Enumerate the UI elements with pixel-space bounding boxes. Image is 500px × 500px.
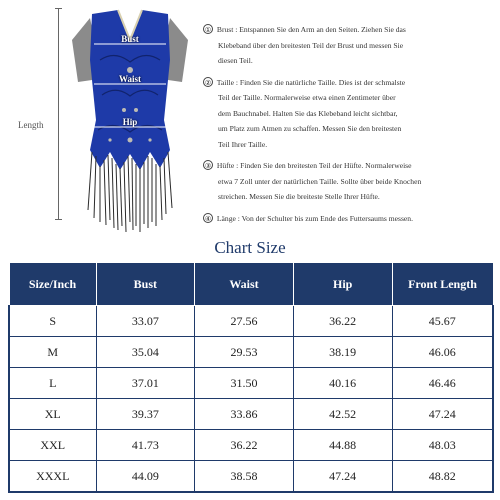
measurement-cell: 35.04: [96, 337, 195, 368]
table-header-row: [9, 263, 493, 306]
table-row: [9, 461, 493, 493]
chart-title: Chart Size: [214, 238, 286, 257]
table-row: [9, 368, 493, 399]
measurement-cell: 45.67: [392, 306, 493, 337]
measurement-cell: 31.50: [195, 368, 294, 399]
measurement-cell: 46.46: [392, 368, 493, 399]
measurement-cell: 42.52: [293, 399, 392, 430]
measurement-cell: 38.58: [195, 461, 294, 493]
column-header: Bust: [96, 263, 195, 306]
table-row: [9, 430, 493, 461]
size-cell: M: [9, 337, 96, 368]
measurement-cell: 46.06: [392, 337, 493, 368]
step-number: ②: [204, 78, 212, 87]
measurement-cell: 44.09: [96, 461, 195, 493]
table-row: [9, 337, 493, 368]
hip-label: Hip: [122, 117, 138, 127]
column-header: Size/Inch: [9, 263, 96, 306]
instruction-hip: ③ Hüfte : Finden Sie den breitesten Teil der Hüfte. Normalerweise etwa 7 Zoll unter der natürlichen Taille. Sollte über beide Knochen streichen. Messen Sie die breiteste Stelle Ihrer Hüfte.: [204, 161, 422, 201]
measurement-cell: 33.86: [195, 399, 294, 430]
column-header: Waist: [195, 263, 294, 306]
column-header: Front Length: [392, 263, 493, 306]
bust-label: Bust: [121, 34, 139, 44]
size-cell: XXXL: [9, 461, 96, 493]
step-number: ③: [204, 162, 212, 170]
size-chart-table: [8, 262, 494, 493]
size-cell: L: [9, 368, 96, 399]
instruction-length: ④ Länge : Von der Schulter bis zum Ende des Futtersaums messen.: [204, 213, 413, 223]
measurement-cell: 47.24: [392, 399, 493, 430]
measurement-cell: 33.07: [96, 306, 195, 337]
measurement-cell: 29.53: [195, 337, 294, 368]
waist-label: Waist: [118, 74, 141, 84]
dress-illustration: [70, 0, 190, 235]
measurement-cell: 40.16: [293, 368, 392, 399]
length-label: Length: [18, 120, 44, 130]
step-number: ①: [204, 26, 212, 34]
instruction-bust: ① Brust : Entspannen Sie den Arm an den Seiten. Ziehen Sie das Klebeband über den breitesten Teil der Brust und messen Sie diesen Teil.: [204, 25, 406, 65]
column-header: Hip: [293, 263, 392, 306]
instruction-waist: ② Taille : Finden Sie die natürliche Taille. Dies ist der schmalste Teil der Taille. Normalerweise etwa einen Zentimeter über dem Bauchnabel. Halten Sie das Klebeband leicht sichtbar, um Platz zum Atmen zu schaffen. Messen Sie den breitesten Teil Ihrer Taille.: [204, 77, 406, 149]
table-body: [9, 306, 493, 493]
measurement-cell: 39.37: [96, 399, 195, 430]
table-row: [9, 399, 493, 430]
measurement-cell: 36.22: [195, 430, 294, 461]
measurement-cell: 27.56: [195, 306, 294, 337]
length-indicator: [58, 8, 59, 220]
table-row: [9, 306, 493, 337]
size-cell: S: [9, 306, 96, 337]
measurement-cell: 48.82: [392, 461, 493, 493]
measurement-cell: 36.22: [293, 306, 392, 337]
measuring-instructions: [203, 22, 495, 232]
size-cell: XL: [9, 399, 96, 430]
measurement-cell: 41.73: [96, 430, 195, 461]
measurement-guide: [0, 0, 500, 235]
measurement-cell: 48.03: [392, 430, 493, 461]
step-number: ④: [204, 214, 212, 223]
size-cell: XXL: [9, 430, 96, 461]
measurement-cell: 44.88: [293, 430, 392, 461]
measurement-cell: 38.19: [293, 337, 392, 368]
measurement-cell: 47.24: [293, 461, 392, 493]
measurement-cell: 37.01: [96, 368, 195, 399]
